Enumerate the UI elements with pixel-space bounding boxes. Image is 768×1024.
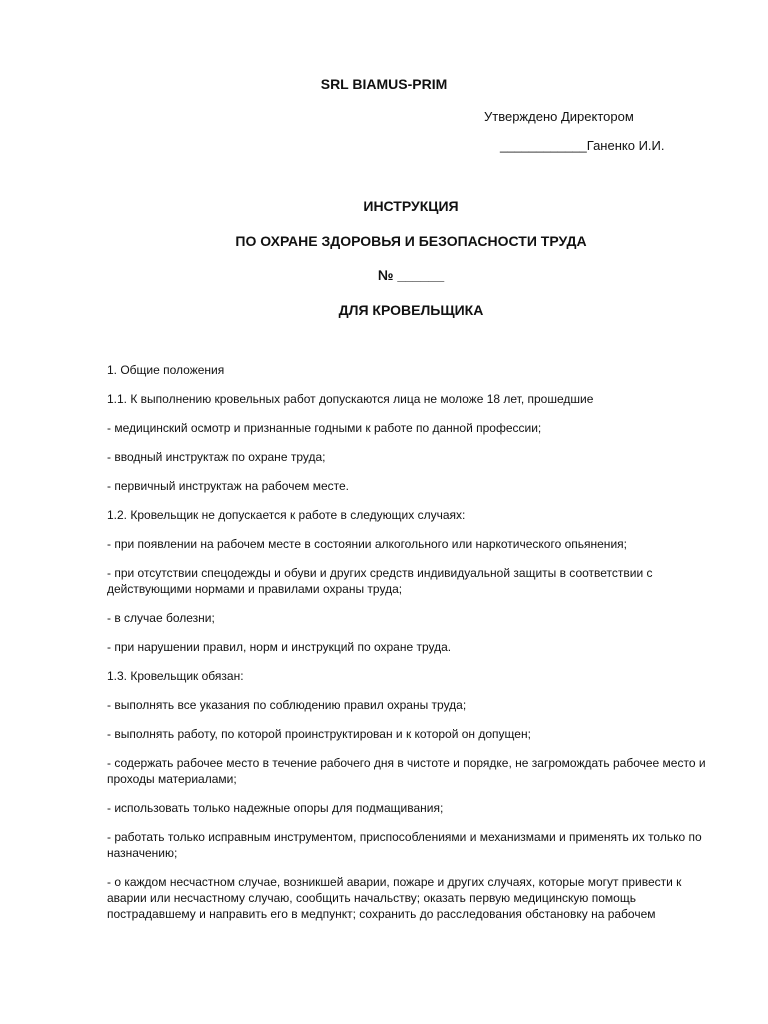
list-item: - выполнять работу, по которой проинструктирован и к которой он допущен; [107, 727, 531, 741]
paragraph: 1.2. Кровельщик не допускается к работе в следующих случаях: [107, 508, 466, 522]
list-item: - использовать только надежные опоры для подмащивания; [107, 801, 444, 815]
document-body [107, 362, 707, 922]
document-number: № ______ [377, 267, 445, 283]
document-profession: ДЛЯ КРОВЕЛЬЩИКА [338, 302, 484, 318]
approval-label: Утверждено Директором [484, 109, 634, 124]
list-item: - вводный инструктаж по охране труда; [107, 450, 326, 464]
paragraph: 1.1. К выполнению кровельных работ допускаются лица не моложе 18 лет, прошедшие [107, 392, 594, 406]
list-item: - выполнять все указания по соблюдению правил охраны труда; [107, 698, 467, 712]
document-subtitle: ПО ОХРАНЕ ЗДОРОВЬЯ И БЕЗОПАСНОСТИ ТРУДА [235, 233, 587, 249]
director-signature-line: ____________Ганенко И.И. [500, 138, 665, 153]
document-title: ИНСТРУКЦИЯ [363, 198, 459, 214]
list-item: - содержать рабочее место в течение рабочего дня в чистоте и порядке, не загромождать рабочее место и проходы материалами; [107, 756, 706, 786]
list-item: - при нарушении правил, норм и инструкций по охране труда. [107, 640, 452, 654]
section-heading: 1. Общие положения [107, 363, 225, 377]
list-item: - медицинский осмотр и признанные годными к работе по данной профессии; [107, 421, 542, 435]
list-item: - первичный инструктаж на рабочем месте. [107, 479, 350, 493]
list-item: - в случае болезни; [107, 611, 215, 625]
list-item: - о каждом несчастном случае, возникшей аварии, пожаре и других случаях, которые могут привести к аварии или несчастному случаю, сообщить начальству; оказать первую медицинскую помощь пострадавшему и направить его в медпункт; сохранить до расследования обстановку на рабочем [107, 875, 682, 921]
list-item: - при отсутствии спецодежды и обуви и других средств индивидуальной защиты в соответствии с действующими нормами и правилами охраны труда; [107, 566, 653, 596]
company-name: SRL BIAMUS-PRIM [320, 76, 448, 92]
list-item: - при появлении на рабочем месте в состоянии алкогольного или наркотического опьянения; [107, 537, 627, 551]
list-item: - работать только исправным инструментом, приспособлениями и механизмами и применять их только по назначению; [107, 830, 702, 860]
paragraph: 1.3. Кровельщик обязан: [107, 669, 244, 683]
